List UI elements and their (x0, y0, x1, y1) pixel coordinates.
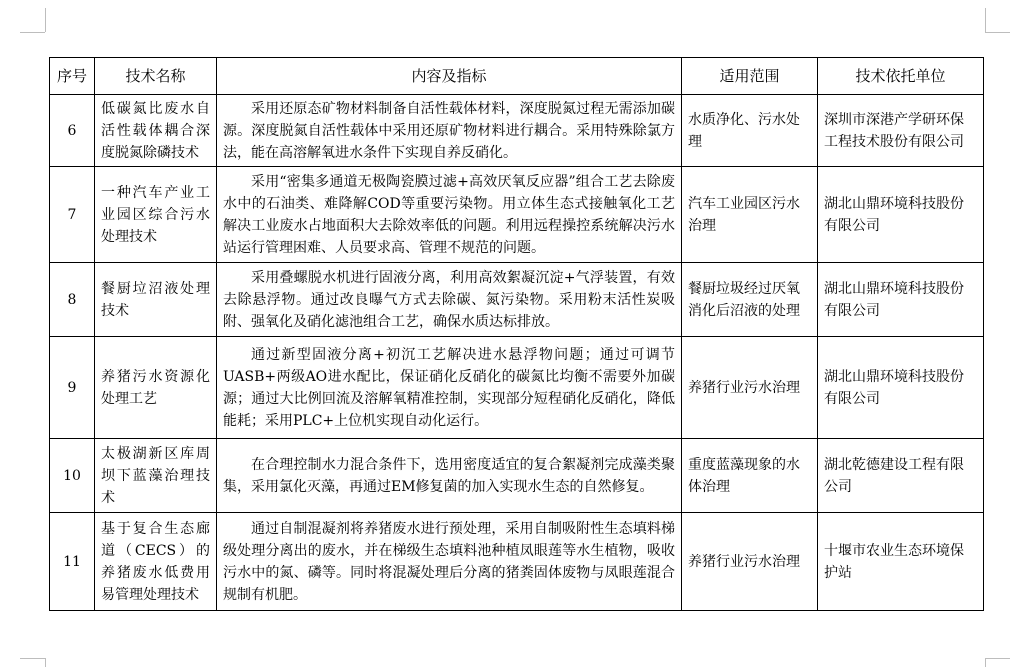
table-row (50, 439, 984, 513)
tech-name: 低碳氮比废水自活性载体耦合深度脱氮除磷技术 (95, 95, 217, 167)
tech-scope: 重度蓝藻现象的水体治理 (682, 439, 818, 513)
header-num: 序号 (50, 58, 95, 95)
header-scope: 适用范围 (682, 58, 818, 95)
table-row (50, 337, 984, 439)
row-number: 10 (50, 439, 95, 513)
tech-content: 通过自制混凝剂将养猪废水进行预处理，采用自制吸附性生态填料梯级处理分离出的废水，并在梯级生态填料池种植凤眼莲等水生植物，吸收污水中的氮、磷等。同时将混凝处理后分离的猪粪固体废物与凤眼莲混合规制有机肥。 (217, 513, 682, 611)
tech-name: 太极湖新区库周坝下蓝藻治理技术 (95, 439, 217, 513)
row-number: 8 (50, 263, 95, 337)
tech-name: 基于复合生态廊道（CECS）的养猪废水低费用易管理处理技术 (95, 513, 217, 611)
crop-mark (985, 32, 1010, 33)
tech-scope: 汽车工业园区污水治理 (682, 167, 818, 263)
tech-unit: 湖北山鼎环境科技股份有限公司 (818, 337, 984, 439)
row-number: 7 (50, 167, 95, 263)
tech-scope: 养猪行业污水治理 (682, 513, 818, 611)
table-row (50, 95, 984, 167)
header-name: 技术名称 (95, 58, 217, 95)
row-number: 9 (50, 337, 95, 439)
tech-unit: 十堰市农业生态环境保护站 (818, 513, 984, 611)
tech-content: 采用叠螺脱水机进行固液分离，利用高效絮凝沉淀+气浮装置，有效去除悬浮物。通过改良曝气方式去除碳、氮污染物。采用粉末活性炭吸附、强氧化及硝化滤池组合工艺，确保水质达标排放。 (217, 263, 682, 337)
table-row (50, 513, 984, 611)
crop-mark (20, 658, 45, 659)
tech-scope: 养猪行业污水治理 (682, 337, 818, 439)
tech-content: 采用“密集多通道无极陶瓷膜过滤+高效厌氧反应器”组合工艺去除废水中的石油类、难降解COD等重要污染物。用立体生态式接触氧化工艺解决工业废水占地面积大去除效率低的问题。利用远程操控系统解决污水站运行管理困难、人员要求高、管理不规范的问题。 (217, 167, 682, 263)
crop-mark (985, 658, 1010, 659)
table-row (50, 263, 984, 337)
row-number: 6 (50, 95, 95, 167)
row-number: 11 (50, 513, 95, 611)
technology-table (49, 57, 984, 611)
tech-scope: 餐厨垃圾经过厌氧消化后沼液的处理 (682, 263, 818, 337)
crop-mark (20, 32, 45, 33)
tech-unit: 深圳市深港产学研环保工程技术股份有限公司 (818, 95, 984, 167)
table-header-row (50, 58, 984, 95)
tech-name: 一种汽车产业工业园区综合污水处理技术 (95, 167, 217, 263)
table-row (50, 167, 984, 263)
tech-name: 餐厨垃沼液处理技术 (95, 263, 217, 337)
tech-unit: 湖北山鼎环境科技股份有限公司 (818, 167, 984, 263)
tech-name: 养猪污水资源化处理工艺 (95, 337, 217, 439)
crop-mark (985, 658, 986, 667)
crop-mark (45, 8, 46, 32)
crop-mark (985, 8, 986, 32)
tech-unit: 湖北山鼎环境科技股份有限公司 (818, 263, 984, 337)
header-unit: 技术依托单位 (818, 58, 984, 95)
tech-content: 通过新型固液分离+初沉工艺解决进水悬浮物问题；通过可调节UASB+两级AO进水配比，保证硝化反硝化的碳氮比均衡不需要外加碳源；通过大比例回流及溶解氧精准控制，实现部分短程硝化反硝化，降低能耗；采用PLC+上位机实现自动化运行。 (217, 337, 682, 439)
header-content: 内容及指标 (217, 58, 682, 95)
tech-unit: 湖北乾德建设工程有限公司 (818, 439, 984, 513)
tech-scope: 水质净化、污水处理 (682, 95, 818, 167)
tech-content: 在合理控制水力混合条件下，选用密度适宜的复合絮凝剂完成藻类聚集，采用氯化灭藻，再通过EM修复菌的加入实现水生态的自然修复。 (217, 439, 682, 513)
tech-content: 采用还原态矿物材料制备自活性载体材料，深度脱氮过程无需添加碳源。深度脱氮自活性载体中采用还原矿物材料进行耦合。采用特殊除氯方法，能在高溶解氧进水条件下实现自养反硝化。 (217, 95, 682, 167)
crop-mark (45, 658, 46, 667)
